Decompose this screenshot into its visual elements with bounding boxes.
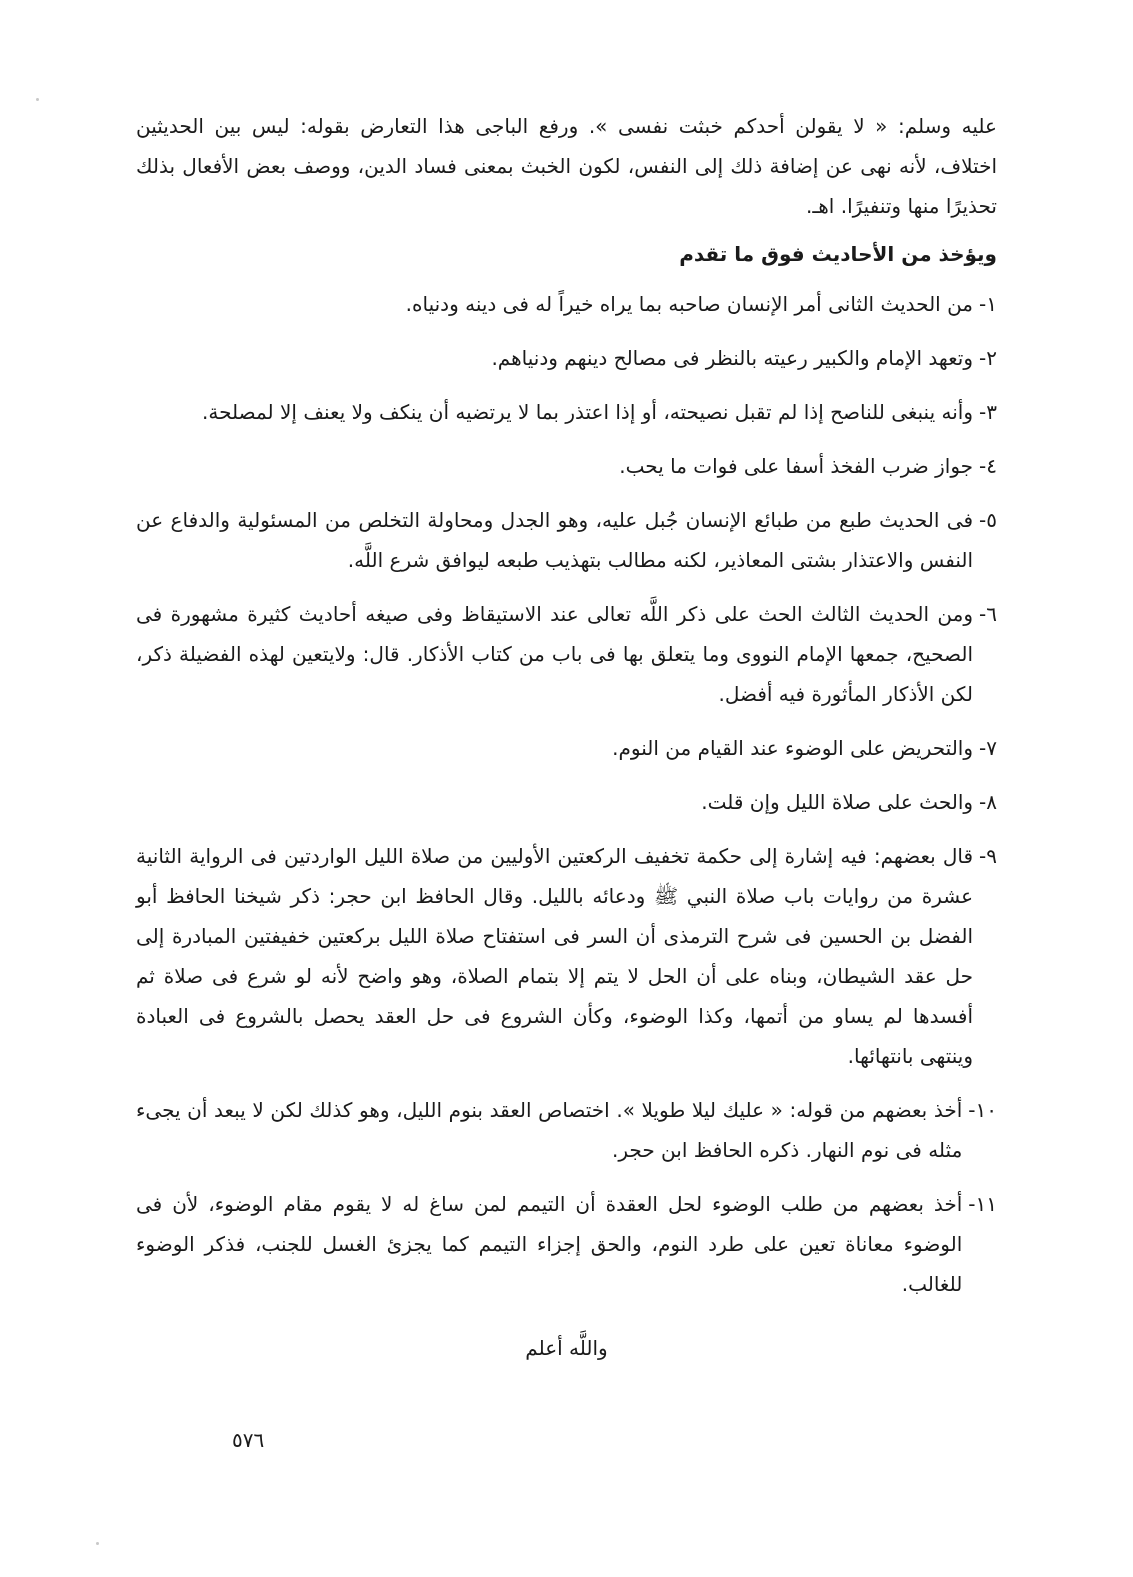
item-text: أخذ بعضهم من قوله: « عليك ليلا طويلا ». اختصاص العقد بنوم الليل، وهو كذلك لكن لا يبعد أن يجىء مثله فى نوم النهار. ذكره الحافظ ابن حجر. — [136, 1098, 963, 1162]
list-item — [136, 284, 997, 324]
item-number: ٣- — [979, 400, 997, 424]
list-item — [136, 1090, 997, 1170]
item-number: ١٠- — [968, 1098, 997, 1122]
item-text: والحث على صلاة الليل وإن قلت. — [701, 790, 974, 814]
list-item — [136, 1184, 997, 1304]
closing-phrase: واللَّه أعلم — [525, 1336, 608, 1360]
item-text: وأنه ينبغى للناصح إذا لم تقبل نصيحته، أو إذا اعتذر بما لا يرتضيه أن ينكف ولا يعنف إلا لمصلحة. — [202, 400, 974, 424]
item-text: من الحديث الثانى أمر الإنسان صاحبه بما يراه خيراً له فى دينه ودنياه. — [405, 292, 974, 316]
intro-paragraph: عليه وسلم: « لا يقولن أحدكم خبثت نفسى ». ورفع الباجى هذا التعارض بقوله: ليس بين الحديثين اختلاف، لأنه نهى عن إضافة ذلك إلى النفس، لكون الخبث بمعنى فساد الدين، ووصف بعض الأفعال بذلك تحذيرًا منها وتنفيرًا. اهـ. — [136, 114, 997, 218]
list-item — [136, 338, 997, 378]
list-item — [136, 500, 997, 580]
item-text: فى الحديث طبع من طبائع الإنسان جُبل عليه، وهو الجدل ومحاولة التخلص من المسئولية والدفاع عن النفس والاعتذار بشتى المعاذير، لكنه مطالب بتهذيب طبعه ليوافق شرع اللَّه. — [136, 508, 974, 572]
item-number: ٨- — [979, 790, 997, 814]
item-number: ٦- — [979, 602, 997, 626]
list-item — [136, 446, 997, 486]
item-number: ٩- — [979, 844, 997, 868]
item-text: وتعهد الإمام والكبير رعيته بالنظر فى مصالح دينهم ودنياهم. — [491, 346, 974, 370]
scan-speck — [36, 98, 39, 101]
item-number: ١١- — [968, 1192, 997, 1216]
list-item — [136, 728, 997, 768]
item-text: قال بعضهم: فيه إشارة إلى حكمة تخفيف الركعتين الأوليين من صلاة الليل الواردتين فى الرواية الثانية عشرة من روايات باب صلاة النبي ﷺ ودعائه بالليل. وقال الحافظ ابن حجر: ذكر شيخنا الحافظ أبو الفضل بن الحسين فى شرح الترمذى أن السر فى استفتاح صلاة الليل بركعتين خفيفتين المبادرة إلى حل عقد الشيطان، وبناه على أن الحل لا يتم إلا بتمام الصلاة، وهو واضح لأنه لو شرع فى صلاة ثم أفسدها لم يساو من أتمها، وكذا الوضوء، وكأن الشروع فى حل العقد يحصل بالشروع فى العبادة وينتهى بانتهائها. — [136, 844, 974, 1068]
scan-speck — [96, 1542, 99, 1545]
item-number: ١- — [979, 292, 997, 316]
list-item — [136, 594, 997, 714]
page-body — [136, 106, 997, 1368]
item-number: ٢- — [979, 346, 997, 370]
item-text: جواز ضرب الفخذ أسفا على فوات ما يحب. — [619, 454, 974, 478]
item-text: والتحريض على الوضوء عند القيام من النوم. — [612, 736, 974, 760]
item-text: ومن الحديث الثالث الحث على ذكر اللَّه تعالى عند الاستيقاظ وفى صيغه أحاديث كثيرة مشهورة فى الصحيح، جمعها الإمام النووى وما يتعلق بها فى باب من كتاب الأذكار. قال: ولايتعين لهذه الفضيلة ذكر، لكن الأذكار المأثورة فيه أفضل. — [136, 602, 974, 706]
section-heading: ويؤخذ من الأحاديث فوق ما تقدم — [679, 242, 997, 266]
item-text: أخذ بعضهم من طلب الوضوء لحل العقدة أن التيمم لمن ساغ له لا يقوم مقام الوضوء، لأن فى الوضوء معاناة تعين على طرد النوم، والحق إجزاء التيمم كما يجزئ الغسل للجنب، فذكر الوضوء للغالب. — [136, 1192, 963, 1296]
list-item — [136, 392, 997, 432]
item-number: ٤- — [979, 454, 997, 478]
list-item — [136, 836, 997, 1076]
item-number: ٧- — [979, 736, 997, 760]
page-number: ٥٧٦ — [232, 1428, 265, 1452]
item-number: ٥- — [979, 508, 997, 532]
points-list — [136, 284, 997, 1304]
list-item — [136, 782, 997, 822]
